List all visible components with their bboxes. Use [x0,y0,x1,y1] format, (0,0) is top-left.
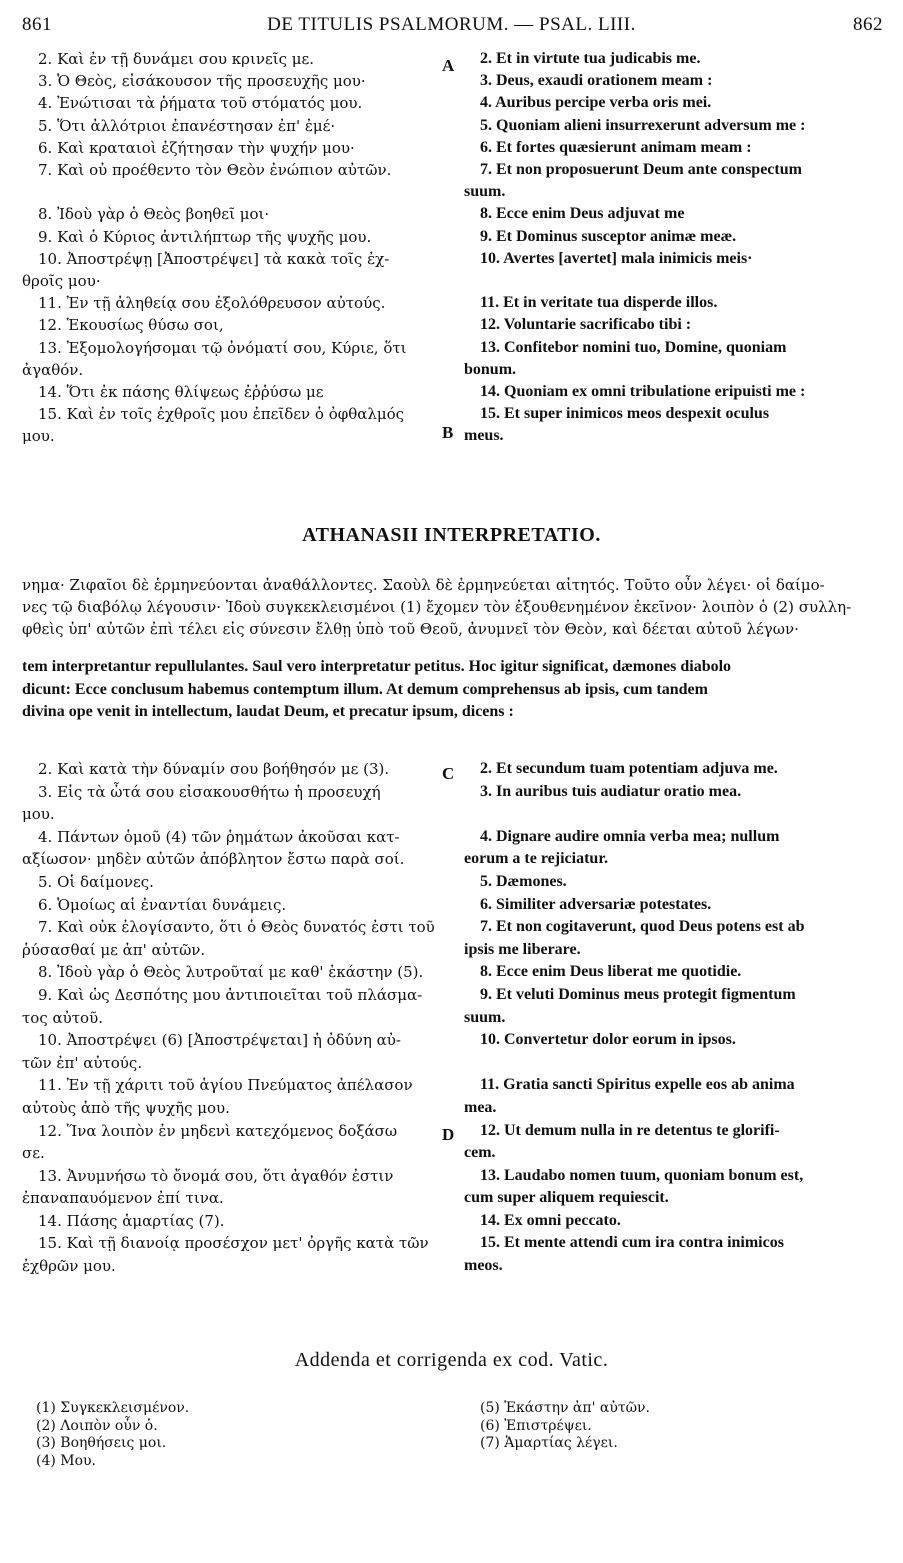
text-line: 8. Ἰδοὺ γὰρ ὁ Θεὸς λυτροῦταί με καθ' ἑκάστην (5). [38,963,424,982]
text-line: 10. Convertetur dolor eorum in ipsos. [480,1031,736,1049]
text-line: 7. Καὶ οὐ προέθεντο τὸν Θεὸν ἐνώπιον αὐτῶν. [38,161,392,180]
text-line: ἐπαναπαυόμενον ἐπί τινα. [22,1189,224,1208]
text-line: suum. [464,1008,506,1026]
text-line: 13. Confitebor nomini tuo, Domine, quoniam [480,338,787,356]
text-line: 6. Et fortes quæsierunt animam meam : [480,138,752,156]
text-line: suum. [464,183,506,201]
page-number-left: 861 [22,14,52,35]
text-line: 13. Ἀνυμνήσω τὸ ὄνομά σου, ὅτι ἀγαθόν ἐστιν [38,1166,394,1185]
text-line: 2. Καὶ ἐν τῇ δυνάμει σου κρινεῖς με. [38,50,315,68]
text-line: 4. Auribus percipe verba oris mei. [480,94,712,112]
text-line: 9. Καὶ ὁ Κύριος ἀντιλήπτωρ τῆς ψυχῆς μου. [38,227,372,246]
text-line: 15. Καὶ ἐν τοῖς ἐχθροῖς μου ἐπεῖδεν ὁ ὀφθαλμός [38,405,405,424]
text-line: 6. Καὶ κραταιοὶ ἐζήτησαν τὴν ψυχήν μου· [38,138,355,157]
interpretation-latin [22,656,884,724]
text-line: 10. Avertes [avertet] mala inimicis meis· [480,249,753,267]
text-line: 2. Et secundum tuam potentiam adjuva me. [480,760,778,777]
text-line: 6. Similiter adversariæ potestates. [480,895,712,913]
text-line: (2) Λοιπὸν οὖν ὁ. [36,1417,158,1434]
text-line [464,803,884,826]
text-line: 4. Dignare audire omnia verba mea; nullum [480,827,780,845]
text-line: 11. Gratia sancti Spiritus expelle eos ab anima [480,1076,795,1094]
text-line: 2. Et in virtute tua judicabis me. [480,50,701,67]
text-line [464,1052,884,1075]
margin-marker-d: D [442,1125,455,1144]
text-line: αξίωσον· μηδὲν αὐτῶν ἀπόβλητον ἔστω παρὰ σοί. [22,850,405,869]
text-line: 5. Dæmones. [480,872,567,890]
text-line: divina ope venit in intellectum, laudat Deum, et precatur ipsum, dicens : [22,703,514,720]
text-line: ἐχθρῶν μου. [22,1257,116,1276]
text-line: meus. [464,427,504,445]
text-line: τῶν ἐπ' αὐτούς. [22,1053,143,1072]
text-line: mea. [464,1098,497,1116]
text-line: 14. Quoniam ex omni tribulatione eripuisti me : [480,383,806,401]
text-line: 10. Ἀποστρέψῃ [Ἀποστρέψει] τὰ κακὰ τοῖς ἐχ- [38,249,390,268]
text-line: 4. Ἐνώτισαι τὰ ῥήματα τοῦ στόματός μου. [38,94,363,113]
text-line: σε. [22,1144,45,1163]
page-number-right: 862 [853,14,883,35]
commentary-latin-column [464,758,884,1278]
text-line: 5. Οἱ δαίμονες. [38,872,154,891]
text-line: 14. Ex omni peccato. [480,1211,621,1229]
text-line: 7. Et non proposuerunt Deum ante conspectum [480,161,802,179]
margin-marker-c: C [442,764,455,783]
psalm-greek-column [22,48,440,448]
text-line: 12. Ἑκουσίως θύσω σοι, [38,316,224,335]
margin-marker-b: B [442,423,454,442]
text-line: (3) Βοηθήσεις μοι. [36,1435,167,1451]
text-line: (4) Μου. [36,1452,97,1469]
text-line: 9. Et veluti Dominus meus protegit figmentum [480,985,796,1003]
text-line: 9. Καὶ ὡς Δεσπότης μου ἀντιποιεῖται τοῦ πλάσμα- [38,985,423,1004]
text-line: tem interpretantur repullulantes. Saul vero interpretatur petitus. Hoc igitur significat, dæmones diabolo [22,658,732,675]
text-line: νες τῷ διαβόλῳ λέγουσιν· Ἰδοὺ συγκεκλεισμένοι (1) ἔχομεν τὸν ἐξουθενημένον ἐκεῖνον· λοιπὸν ὁ (2) συλλη- [22,598,852,616]
footnotes-left [36,1400,436,1470]
text-line: 5. Ὅτι ἀλλότριοι ἐπανέστησαν ἐπ' ἐμέ· [38,116,336,135]
text-line: 4. Πάντων ὁμοῦ (4) τῶν ῥημάτων ἀκοῦσαι κατ- [38,827,400,846]
text-line: νημα· Ζιφαῖοι δὲ ἑρμηνεύονται ἀναθάλλοντες. Σαοὺλ δὲ ἑρμηνεύεται αἰτητός. Τοῦτο οὖν λέγει· οἱ δαίμο- [22,576,825,594]
interpretation-greek [22,574,884,640]
text-line: cem. [464,1144,496,1162]
text-line: 11. Ἐν τῇ χάριτι τοῦ ἁγίου Πνεύματος ἀπέλασον [38,1076,413,1095]
margin-marker-a: A [442,56,455,75]
text-line: θροῖς μου· [22,272,101,291]
text-line: 15. Et mente attendi cum ira contra inimicos [480,1234,784,1252]
running-header [0,14,903,44]
text-line: 8. Ecce enim Deus adjuvat me [480,205,685,223]
psalm-latin-column [464,48,884,448]
text-line: 6. Ὁμοίως αἱ ἐναντίαι δυνάμεις. [38,895,287,914]
text-line: 11. Ἐν τῇ ἀληθείᾳ σου ἐξολόθρευσον αὐτούς. [38,294,386,313]
text-line: 3. Deus, exaudi orationem meam : [480,72,713,90]
text-line: 15. Καὶ τῇ διανοίᾳ προσέσχον μετ' ὀργῆς κατὰ τῶν [38,1234,429,1253]
text-line: 13. Ἐξομολογήσομαι τῷ ὀνόματί σου, Κύριε, ὅτι [38,338,407,357]
text-line: μου. [22,427,55,446]
text-line: φθεὶς ὑπ' αὐτῶν ἐπὶ τέλει εἰς σύνεσιν ἔλθῃ ὑπὸ τοῦ Θεοῦ, ἀνυμνεῖ τὸν Θεὸν, καὶ δέεται αὐτοῦ λέγων· [22,620,799,638]
text-line: ipsis me liberare. [464,940,581,958]
text-line: bonum. [464,360,517,378]
text-line: 11. Et in veritate tua disperde illos. [480,294,718,312]
text-line: 12. Ἵνα λοιπὸν ἐν μηδενὶ κατεχόμενος δοξάσω [38,1121,398,1140]
text-line: 12. Voluntarie sacrificabo tibi : [480,316,692,334]
text-line: (5) Ἑκάστην ἀπ' αὐτῶν. [480,1400,650,1416]
text-line: 3. In auribus tuis audiatur oratio mea. [480,782,742,800]
text-line: ῥύσασθαί με ἀπ' αὐτῶν. [22,940,206,959]
text-line: eorum a te rejiciatur. [464,850,608,868]
text-line: 12. Ut demum nulla in re detentus te glorifi- [480,1121,780,1139]
text-line: 2. Καὶ κατὰ τὴν δύναμίν σου βοήθησόν με (3). [38,760,390,778]
text-line: 7. Et non cogitaverunt, quod Deus potens est ab [480,918,805,936]
footnotes-right [480,1400,880,1453]
text-line: 3. Ὁ Θεὸς, εἰσάκουσον τῆς προσευχῆς μου· [38,72,366,91]
text-line: 13. Laudabo nomen tuum, quoniam bonum est, [480,1166,804,1184]
text-line: αὐτοὺς ἀπὸ τῆς ψυχῆς μου. [22,1098,230,1117]
text-line [22,181,440,203]
text-line: (1) Συγκεκλεισμένον. [36,1400,190,1416]
text-line: ἀγαθόν. [22,360,84,379]
commentary-greek-column [22,758,440,1278]
text-line: meos. [464,1257,503,1275]
text-line: 9. Et Dominus susceptor animæ meæ. [480,227,737,245]
running-title: DE TITULIS PSALMORUM. — PSAL. LIII. [267,14,636,35]
section-title: ATHANASII INTERPRETATIO. [302,524,601,546]
text-line: cum super aliquem requiescit. [464,1189,669,1207]
text-line: 7. Καὶ οὐκ ἐλογίσαντο, ὅτι ὁ Θεὸς δυνατός ἐστι τοῦ [38,918,435,937]
text-line: 14. Πάσης ἁμαρτίας (7). [38,1211,225,1230]
text-line: 8. Ἰδοὺ γὰρ ὁ Θεὸς βοηθεῖ μοι· [38,205,270,224]
text-line: 14. Ὅτι ἐκ πάσης θλίψεως ἐῤῥύσω με [38,383,324,402]
text-line: 15. Et super inimicos meos despexit oculus [480,405,770,423]
text-line: μου. [22,805,55,824]
text-line: 8. Ecce enim Deus liberat me quotidie. [480,963,742,981]
text-line: (6) Ἐπιστρέψει. [480,1417,592,1434]
text-line: τος αὐτοῦ. [22,1008,103,1027]
text-line: 10. Ἀποστρέψει (6) [Ἀποστρέψεται] ἡ ὀδύνη αὐ- [38,1031,401,1050]
text-line: dicunt: Ecce conclusum habemus contemptum illum. At demum comprehensus ab ipsis, cum tandem [22,680,708,698]
text-line: 3. Εἰς τὰ ὦτά σου εἰσακουσθήτω ἡ προσευχή [38,782,381,801]
text-line: (7) Ἁμαρτίας λέγει. [480,1435,618,1451]
text-line [464,270,884,292]
addenda-title: Addenda et corrigenda ex cod. Vatic. [294,1349,609,1371]
text-line: 5. Quoniam alieni insurrexerunt adversum me : [480,116,806,134]
